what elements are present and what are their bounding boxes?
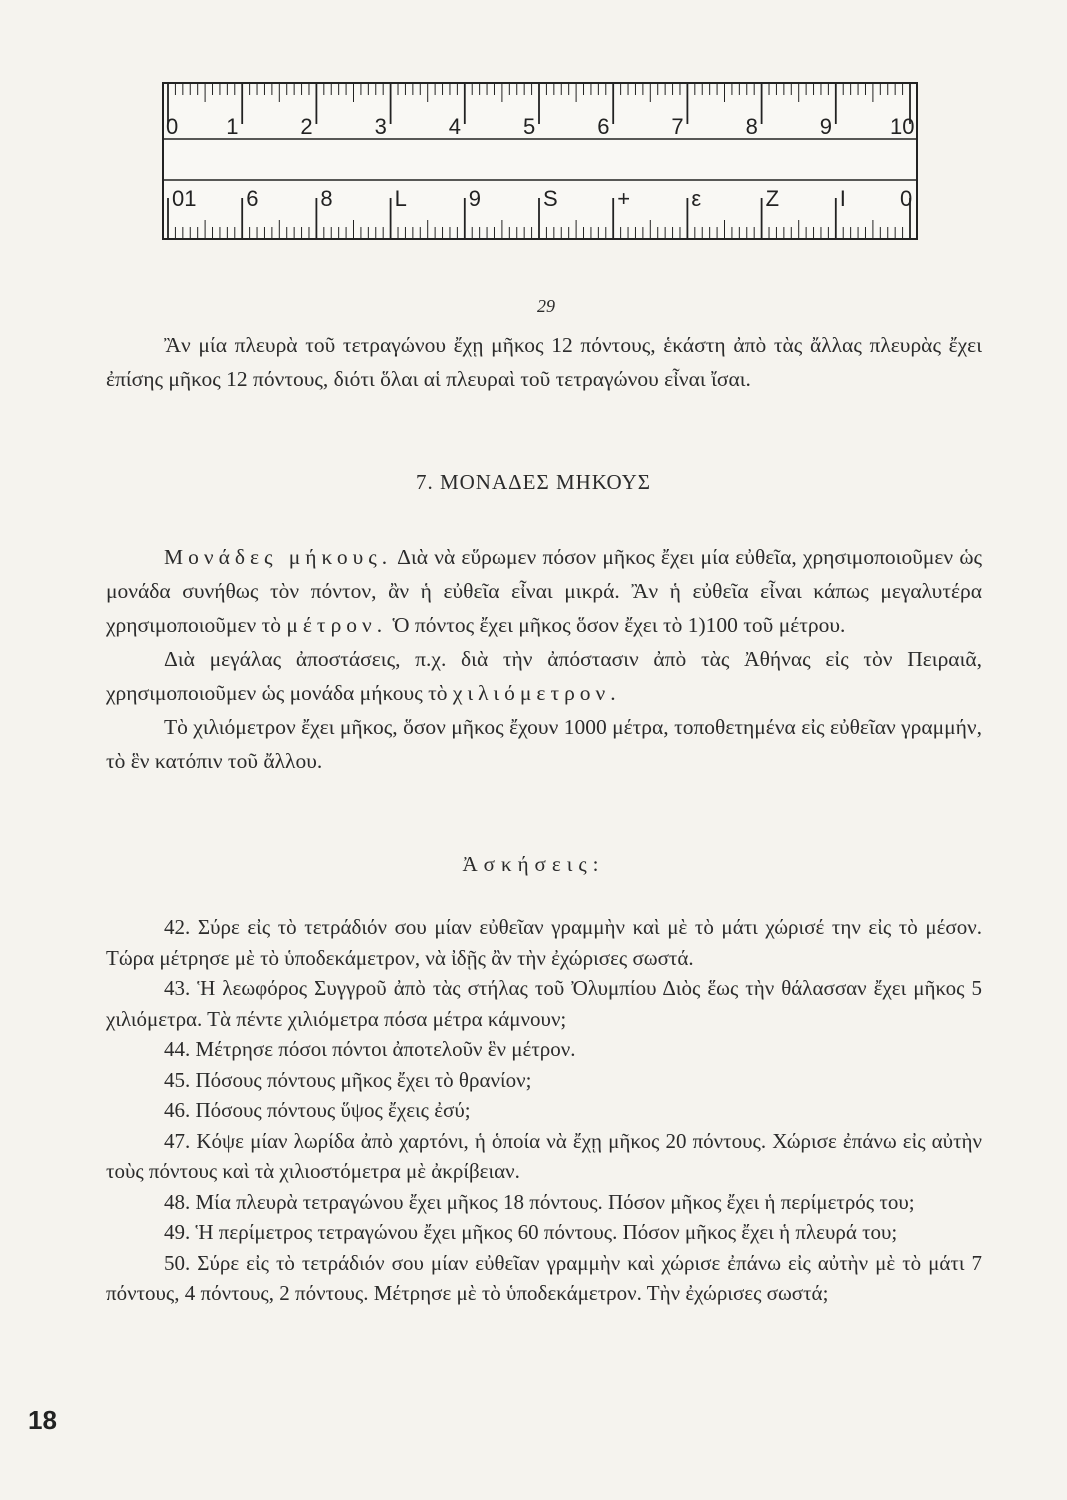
units-p1-end: Ὁ πόντος ἔχει μῆκος ὅσον ἔχει τὸ 1)100 τοῦ μέτρου. [387, 613, 846, 637]
intro-text: Ἂν μία πλευρὰ τοῦ τετραγώνου ἔχῃ μῆκος 12 πόντους, ἑκάστη ἀπὸ τὰς ἄλλας πλευρὰς ἔχει ἐπίσης μῆκος 12 πόντους, διότι ὅλαι αἱ πλευραὶ τοῦ τετραγώνου εἶναι ἴσαι. [106, 333, 982, 391]
ruler-bottom-label: + [617, 186, 631, 211]
exercise-item: 45. Πόσους πόντους μῆκος ἔχει τὸ θρανίον; [164, 1067, 532, 1092]
ruler-top-label: 6 [597, 114, 610, 139]
ruler-top-label: 9 [819, 114, 833, 139]
exercise-item: 48. Μία πλευρὰ τετραγώνου ἔχει μῆκος 18 πόντους. Πόσον μῆκος ἔχει ἡ περίμετρός του; [164, 1189, 915, 1214]
section-heading: 7. ΜΟΝΑΔΕΣ ΜΗΚΟΥΣ [415, 470, 652, 494]
ruler-bottom-label: 9 [468, 186, 482, 211]
ruler-bottom-label: Z [765, 186, 780, 211]
ruler-top-label: 4 [448, 114, 462, 139]
figure-number: 29 [537, 296, 555, 316]
exercises-title: Ἀσκήσεις: [462, 852, 605, 876]
ruler-bottom-label: 0 [900, 186, 913, 211]
ruler-top-label: 7 [671, 114, 684, 139]
exercise-item: 50. Σύρε εἰς τὸ τετράδιόν σου μίαν εὐθεῖαν γραμμὴν καὶ χώρισε ἐπάνω εἰς αὐτὴν μὲ τὸ μάτι 7 πόντους, 4 πόντους, 2 πόντους. Μέτρησε μὲ τὸ ὑποδεκάμετρον. Τὴν ἐχώρισες σωστά; [106, 1250, 982, 1305]
exercise-item: 46. Πόσους πόντους ὕψος ἔχεις ἐσύ; [164, 1098, 471, 1122]
term-kilometer: χιλιόμετρον. [452, 681, 621, 705]
ruler-top-label: 0 [166, 114, 179, 139]
units-paragraph-1 [106, 540, 982, 642]
ruler-top-label: 5 [523, 114, 536, 139]
ruler-bottom-label: 8 [320, 186, 333, 211]
ruler-top-label: 10 [890, 114, 915, 139]
ruler-top-label: 3 [374, 114, 387, 139]
ruler-bottom-label: ε [691, 186, 702, 211]
ruler-bottom-label: S [543, 186, 558, 211]
units-p2-text: Διὰ μεγάλας ἀποστάσεις, π.χ. διὰ τὴν ἀπόστασιν ἀπὸ τὰς Ἀθήνας εἰς τὸν Πειραιᾶ, χρησιμοποιοῦμεν ὡς μονάδα μήκους τὸ [106, 647, 982, 705]
ruler-top-label: 8 [745, 114, 758, 139]
ruler-bottom-label: 01 [172, 186, 197, 211]
exercise-item: 42. Σύρε εἰς τὸ τετράδιόν σου μίαν εὐθεῖαν γραμμὴν καὶ μὲ τὸ μάτι χώρισέ την εἰς τὸ μέσον. Τώρα μέτρησε μὲ τὸ ὑποδεκάμετρον, νὰ ἰδῇς ἂν τὴν ἐχώρισες σωστά. [106, 915, 982, 970]
exercise-item: 44. Μέτρησε πόσοι πόντοι ἀποτελοῦν ἓν μέτρον. [164, 1037, 576, 1061]
units-paragraph-3: Τὸ χιλιόμετρον ἔχει μῆκος, ὅσον μῆκος ἔχουν 1000 μέτρα, τοποθετημένα εἰς εὐθεῖαν γραμμήν, τὸ ἓν κατόπιν τοῦ ἄλλου. [106, 715, 982, 773]
exercise-item: 43. Ἡ λεωφόρος Συγγροῦ ἀπὸ τὰς στήλας τοῦ Ὀλυμπίου Διὸς ἕως τὴν θάλασσαν ἔχει μῆκος 5 χιλιόμετρα. Τὰ πέντε χιλιόμετρα πόσα μέτρα κάμνουν; [106, 976, 982, 1031]
ruler-illustration [162, 82, 918, 240]
exercises-list [106, 912, 982, 1309]
ruler-top-label: 1 [226, 114, 239, 139]
page-number: 18 [28, 1405, 57, 1435]
ruler-top-label: 2 [300, 114, 313, 139]
units-section [106, 540, 982, 778]
units-paragraph-2 [106, 642, 982, 710]
ruler-bottom-label: L [394, 186, 407, 211]
ruler-bottom-label: 6 [246, 186, 259, 211]
units-p1-text: Διὰ νὰ εὕρωμεν πόσον μῆκος ἔχει μία εὐθεῖα, χρησιμοποιοῦμεν ὡς μονάδα συνήθως τὸν πόντον, ἂν ἡ εὐθεῖα εἶναι μικρά. Ἂν ἡ εὐθεῖα εἶναι κάπως μεγαλυτέρα χρησιμοποιοῦμεν τὸ [106, 545, 983, 637]
ruler-figure [162, 82, 918, 240]
intro-paragraph [106, 328, 982, 396]
ruler-bottom-label: I [839, 186, 846, 211]
exercise-item: 49. Ἡ περίμετρος τετραγώνου ἔχει μῆκος 60 πόντους. Πόσον μῆκος ἔχει ἡ πλευρά του; [164, 1220, 898, 1244]
units-label: Μονάδες μήκους. [164, 545, 393, 569]
ruler-outline [163, 83, 917, 239]
exercise-item: 47. Κόψε μίαν λωρίδα ἀπὸ χαρτόνι, ἡ ὁποία νὰ ἔχῃ μῆκος 20 πόντους. Χώρισε ἐπάνω εἰς αὐτὴν τοὺς πόντους καὶ τὰ χιλιοστόμετρα μὲ ἀκρίβειαν. [106, 1128, 982, 1183]
term-metron: μέτρον. [286, 613, 388, 637]
